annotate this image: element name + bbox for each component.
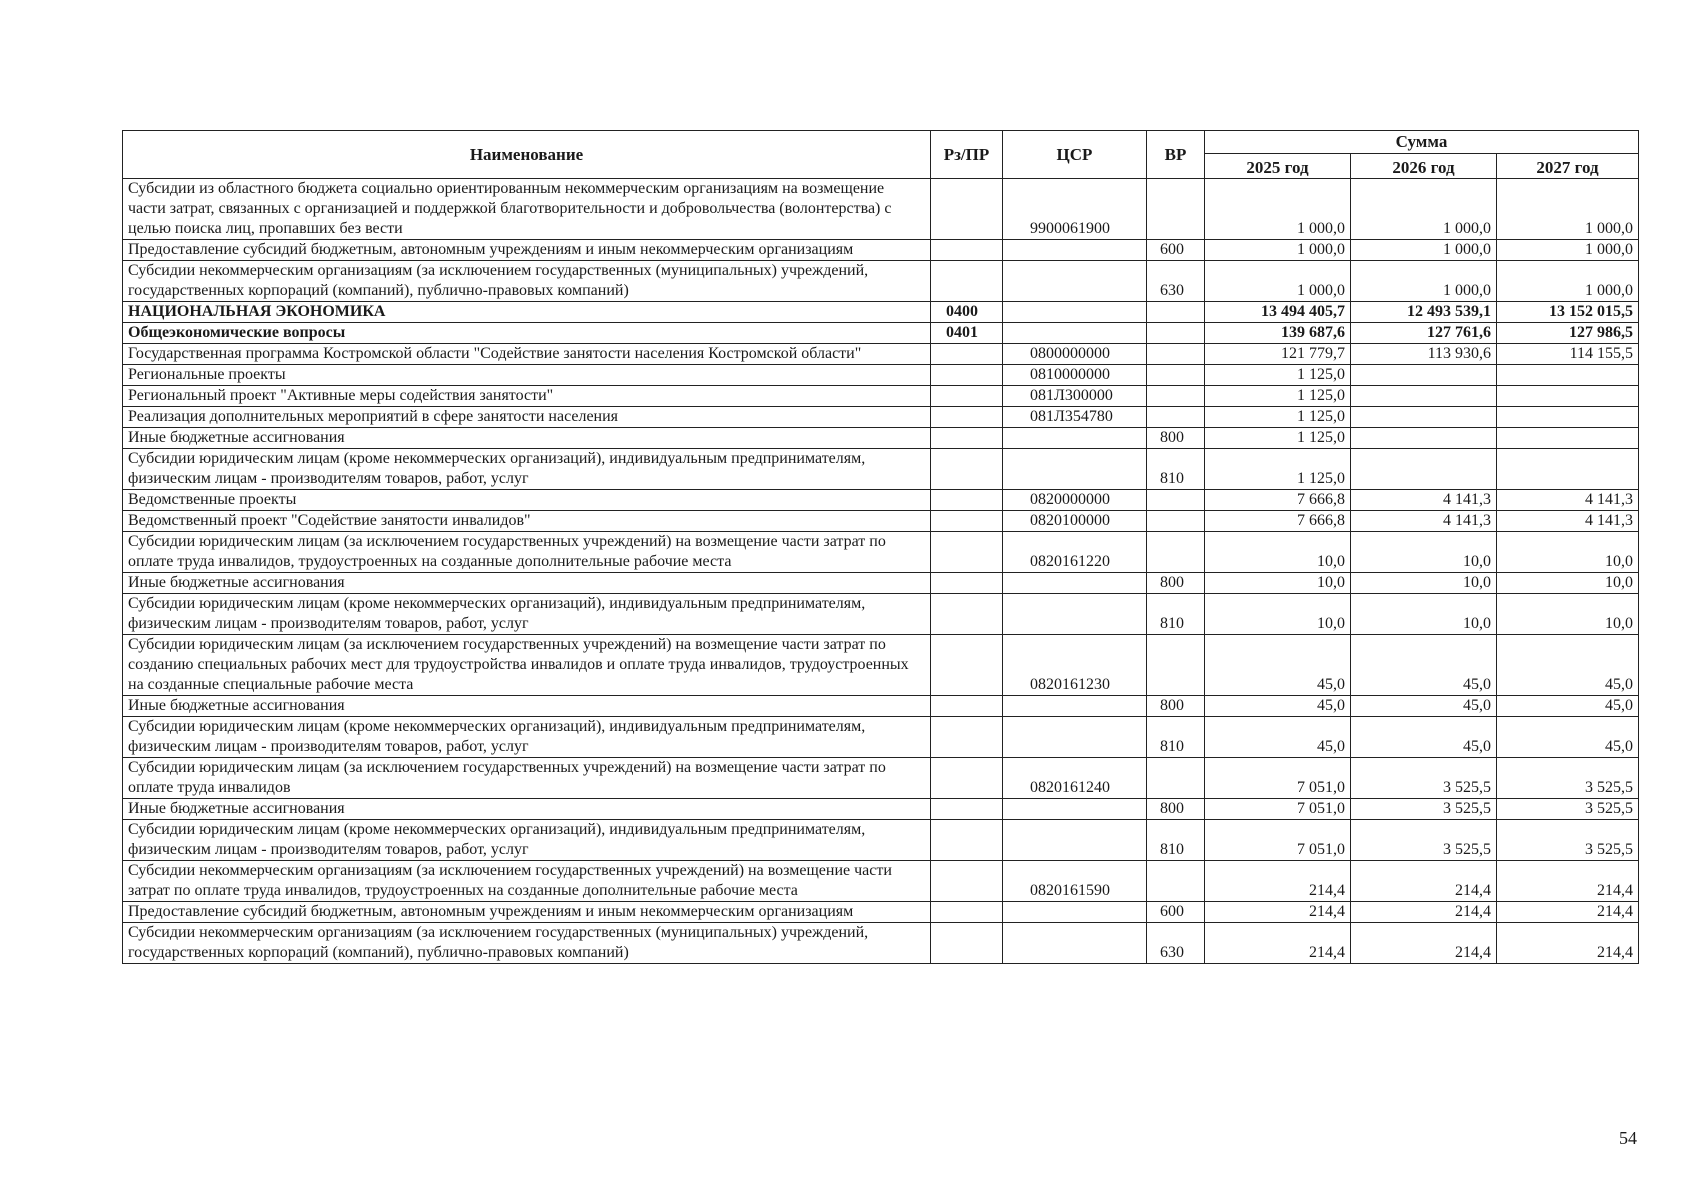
row-rzpr (931, 511, 1003, 532)
header-sum: Сумма (1205, 131, 1639, 154)
row-sum-2026: 3 525,5 (1351, 820, 1497, 861)
row-sum-2026 (1351, 365, 1497, 386)
row-name: Иные бюджетные ассигнования (123, 696, 931, 717)
row-name: Предоставление субсидий бюджетным, автономным учреждениям и иным некоммерческим организациям (123, 902, 931, 923)
row-rzpr (931, 428, 1003, 449)
row-sum-2025: 7 051,0 (1205, 799, 1351, 820)
row-sum-2026: 10,0 (1351, 532, 1497, 573)
row-vr (1147, 323, 1205, 344)
row-sum-2025: 1 000,0 (1205, 261, 1351, 302)
row-sum-2026 (1351, 386, 1497, 407)
row-name: Субсидии некоммерческим организациям (за исключением государственных (муниципальных) учреждений, государственных корпораций (компаний), публично-правовых компаний) (123, 923, 931, 964)
table-row (123, 365, 1639, 386)
row-sum-2025: 214,4 (1205, 861, 1351, 902)
row-vr: 810 (1147, 820, 1205, 861)
row-name: Субсидии юридическим лицам (кроме некоммерческих организаций), индивидуальным предпринимателям, физическим лицам - производителям товаров, работ, услуг (123, 820, 931, 861)
row-csr: 9900061900 (1003, 179, 1147, 240)
row-sum-2027: 3 525,5 (1497, 758, 1639, 799)
row-rzpr (931, 365, 1003, 386)
row-csr: 0810000000 (1003, 365, 1147, 386)
row-sum-2026: 45,0 (1351, 635, 1497, 696)
row-csr (1003, 923, 1147, 964)
header-year-2026: 2026 год (1351, 154, 1497, 179)
table-row (123, 532, 1639, 573)
row-sum-2025: 214,4 (1205, 923, 1351, 964)
row-sum-2025: 1 125,0 (1205, 365, 1351, 386)
row-sum-2025: 7 666,8 (1205, 511, 1351, 532)
row-sum-2026: 45,0 (1351, 696, 1497, 717)
row-name: Ведомственный проект "Содействие занятости инвалидов" (123, 511, 931, 532)
budget-table (122, 130, 1639, 964)
table-row (123, 923, 1639, 964)
row-sum-2027: 10,0 (1497, 594, 1639, 635)
row-rzpr (931, 179, 1003, 240)
table-row (123, 407, 1639, 428)
row-sum-2027: 1 000,0 (1497, 179, 1639, 240)
row-vr: 800 (1147, 799, 1205, 820)
row-name: Общеэкономические вопросы (123, 323, 931, 344)
row-sum-2025: 214,4 (1205, 902, 1351, 923)
row-rzpr (931, 696, 1003, 717)
row-name: НАЦИОНАЛЬНАЯ ЭКОНОМИКА (123, 302, 931, 323)
table-row (123, 449, 1639, 490)
row-vr: 600 (1147, 240, 1205, 261)
row-sum-2025: 7 051,0 (1205, 820, 1351, 861)
row-rzpr (931, 261, 1003, 302)
row-rzpr (931, 902, 1003, 923)
header-year-2027: 2027 год (1497, 154, 1639, 179)
row-name: Субсидии некоммерческим организациям (за исключением государственных учреждений) на возмещение части затрат по оплате труда инвалидов, трудоустроенных на созданные дополнительные рабочие места (123, 861, 931, 902)
row-vr: 810 (1147, 717, 1205, 758)
row-sum-2025: 10,0 (1205, 594, 1351, 635)
table-row (123, 573, 1639, 594)
row-sum-2027: 214,4 (1497, 923, 1639, 964)
row-name: Субсидии из областного бюджета социально ориентированным некоммерческим организациям на возмещение части затрат, связанных с организацией и поддержкой благотворительности и добровольчества (волонтерства) с целью поиска лиц, пропавших без вести (123, 179, 931, 240)
row-sum-2026: 10,0 (1351, 573, 1497, 594)
header-name: Наименование (123, 131, 931, 179)
row-rzpr (931, 861, 1003, 902)
row-name: Субсидии юридическим лицам (за исключением государственных учреждений) на возмещение части затрат по оплате труда инвалидов, трудоустроенных на созданные дополнительные рабочие места (123, 532, 931, 573)
row-sum-2026: 1 000,0 (1351, 179, 1497, 240)
row-sum-2026: 3 525,5 (1351, 758, 1497, 799)
row-name: Субсидии юридическим лицам (за исключением государственных учреждений) на возмещение части затрат по созданию специальных рабочих мест для трудоустройства инвалидов и оплате труда инвалидов, трудоустроенных на созданные специальные рабочие места (123, 635, 931, 696)
page-number: 54 (1619, 1128, 1637, 1148)
row-sum-2027: 214,4 (1497, 861, 1639, 902)
row-name: Субсидии юридическим лицам (за исключением государственных учреждений) на возмещение части затрат по оплате труда инвалидов (123, 758, 931, 799)
row-sum-2025: 10,0 (1205, 532, 1351, 573)
row-sum-2027: 114 155,5 (1497, 344, 1639, 365)
row-csr: 0820161590 (1003, 861, 1147, 902)
row-name: Региональные проекты (123, 365, 931, 386)
row-sum-2027: 10,0 (1497, 532, 1639, 573)
row-rzpr (931, 573, 1003, 594)
row-sum-2027: 45,0 (1497, 717, 1639, 758)
row-vr (1147, 532, 1205, 573)
row-name: Субсидии юридическим лицам (кроме некоммерческих организаций), индивидуальным предпринимателям, физическим лицам - производителям товаров, работ, услуг (123, 717, 931, 758)
row-csr: 0820161220 (1003, 532, 1147, 573)
row-rzpr (931, 717, 1003, 758)
row-vr (1147, 861, 1205, 902)
table-row (123, 490, 1639, 511)
row-vr (1147, 511, 1205, 532)
row-sum-2025: 7 666,8 (1205, 490, 1351, 511)
row-vr (1147, 635, 1205, 696)
row-csr (1003, 799, 1147, 820)
row-csr (1003, 449, 1147, 490)
table-body (123, 179, 1639, 964)
row-rzpr (931, 820, 1003, 861)
row-vr (1147, 758, 1205, 799)
row-sum-2026: 12 493 539,1 (1351, 302, 1497, 323)
row-rzpr (931, 407, 1003, 428)
row-rzpr (931, 594, 1003, 635)
row-sum-2027: 13 152 015,5 (1497, 302, 1639, 323)
row-sum-2026: 214,4 (1351, 923, 1497, 964)
row-csr (1003, 717, 1147, 758)
row-sum-2026 (1351, 428, 1497, 449)
row-vr: 630 (1147, 923, 1205, 964)
row-sum-2027 (1497, 407, 1639, 428)
row-sum-2027: 1 000,0 (1497, 240, 1639, 261)
table-row (123, 696, 1639, 717)
table-row (123, 323, 1639, 344)
row-sum-2025: 45,0 (1205, 635, 1351, 696)
row-rzpr (931, 344, 1003, 365)
row-vr: 800 (1147, 696, 1205, 717)
row-csr: 0800000000 (1003, 344, 1147, 365)
row-sum-2027 (1497, 386, 1639, 407)
row-name: Иные бюджетные ассигнования (123, 799, 931, 820)
row-sum-2026: 113 930,6 (1351, 344, 1497, 365)
row-sum-2026: 214,4 (1351, 861, 1497, 902)
table-row (123, 820, 1639, 861)
header-row (123, 131, 1639, 154)
row-vr: 600 (1147, 902, 1205, 923)
row-name: Реализация дополнительных мероприятий в сфере занятости населения (123, 407, 931, 428)
row-vr (1147, 302, 1205, 323)
row-sum-2027 (1497, 365, 1639, 386)
row-name: Субсидии юридическим лицам (кроме некоммерческих организаций), индивидуальным предпринимателям, физическим лицам - производителям товаров, работ, услуг (123, 449, 931, 490)
row-sum-2027: 45,0 (1497, 635, 1639, 696)
row-sum-2026: 10,0 (1351, 594, 1497, 635)
row-sum-2026: 4 141,3 (1351, 490, 1497, 511)
row-rzpr (931, 758, 1003, 799)
row-vr: 630 (1147, 261, 1205, 302)
header-year-2025: 2025 год (1205, 154, 1351, 179)
row-csr (1003, 902, 1147, 923)
row-sum-2027: 45,0 (1497, 696, 1639, 717)
row-sum-2025: 13 494 405,7 (1205, 302, 1351, 323)
row-name: Государственная программа Костромской области "Содействие занятости населения Костромской области" (123, 344, 931, 365)
row-csr: 0820161230 (1003, 635, 1147, 696)
row-sum-2025: 121 779,7 (1205, 344, 1351, 365)
row-rzpr (931, 635, 1003, 696)
row-sum-2026: 1 000,0 (1351, 240, 1497, 261)
row-sum-2027: 214,4 (1497, 902, 1639, 923)
row-csr (1003, 428, 1147, 449)
row-sum-2027 (1497, 449, 1639, 490)
row-rzpr (931, 240, 1003, 261)
row-sum-2026: 4 141,3 (1351, 511, 1497, 532)
row-csr (1003, 240, 1147, 261)
row-sum-2027: 3 525,5 (1497, 799, 1639, 820)
table-row (123, 261, 1639, 302)
row-sum-2027: 10,0 (1497, 573, 1639, 594)
table-row (123, 179, 1639, 240)
row-vr (1147, 179, 1205, 240)
row-csr (1003, 696, 1147, 717)
row-sum-2025: 1 125,0 (1205, 428, 1351, 449)
row-sum-2027 (1497, 428, 1639, 449)
row-rzpr: 0401 (931, 323, 1003, 344)
row-rzpr (931, 532, 1003, 573)
row-name: Региональный проект "Активные меры содействия занятости" (123, 386, 931, 407)
header-vr: ВР (1147, 131, 1205, 179)
row-name: Ведомственные проекты (123, 490, 931, 511)
header-csr: ЦСР (1003, 131, 1147, 179)
row-sum-2027: 4 141,3 (1497, 490, 1639, 511)
row-csr: 0820100000 (1003, 511, 1147, 532)
table-row (123, 344, 1639, 365)
row-csr (1003, 302, 1147, 323)
table-row (123, 861, 1639, 902)
table-row (123, 511, 1639, 532)
row-csr (1003, 820, 1147, 861)
table-row (123, 428, 1639, 449)
row-sum-2026: 214,4 (1351, 902, 1497, 923)
row-name: Субсидии юридическим лицам (кроме некоммерческих организаций), индивидуальным предпринимателям, физическим лицам - производителям товаров, работ, услуг (123, 594, 931, 635)
row-sum-2026: 3 525,5 (1351, 799, 1497, 820)
row-rzpr (931, 799, 1003, 820)
row-sum-2026: 45,0 (1351, 717, 1497, 758)
row-vr: 810 (1147, 594, 1205, 635)
row-vr: 800 (1147, 573, 1205, 594)
row-csr: 0820161240 (1003, 758, 1147, 799)
table-row (123, 635, 1639, 696)
row-sum-2026 (1351, 407, 1497, 428)
row-csr (1003, 594, 1147, 635)
row-vr: 800 (1147, 428, 1205, 449)
row-vr (1147, 344, 1205, 365)
row-name: Иные бюджетные ассигнования (123, 573, 931, 594)
table-row (123, 902, 1639, 923)
row-sum-2025: 45,0 (1205, 717, 1351, 758)
row-vr (1147, 490, 1205, 511)
row-sum-2025: 1 125,0 (1205, 407, 1351, 428)
row-csr: 0820000000 (1003, 490, 1147, 511)
row-sum-2025: 1 000,0 (1205, 179, 1351, 240)
table-row (123, 717, 1639, 758)
row-rzpr: 0400 (931, 302, 1003, 323)
row-csr (1003, 261, 1147, 302)
row-vr (1147, 407, 1205, 428)
row-vr (1147, 365, 1205, 386)
row-rzpr (931, 449, 1003, 490)
header-rzpr: Рз/ПР (931, 131, 1003, 179)
row-sum-2025: 1 125,0 (1205, 386, 1351, 407)
row-sum-2025: 139 687,6 (1205, 323, 1351, 344)
table-row (123, 240, 1639, 261)
row-rzpr (931, 923, 1003, 964)
row-name: Иные бюджетные ассигнования (123, 428, 931, 449)
row-sum-2027: 4 141,3 (1497, 511, 1639, 532)
row-sum-2027: 1 000,0 (1497, 261, 1639, 302)
row-name: Субсидии некоммерческим организациям (за исключением государственных (муниципальных) учреждений, государственных корпораций (компаний), публично-правовых компаний) (123, 261, 931, 302)
row-vr (1147, 386, 1205, 407)
row-sum-2025: 1 125,0 (1205, 449, 1351, 490)
row-csr: 081Л300000 (1003, 386, 1147, 407)
row-rzpr (931, 490, 1003, 511)
table-row (123, 386, 1639, 407)
row-csr (1003, 573, 1147, 594)
table-row (123, 302, 1639, 323)
row-rzpr (931, 386, 1003, 407)
row-sum-2025: 45,0 (1205, 696, 1351, 717)
row-sum-2026: 1 000,0 (1351, 261, 1497, 302)
row-sum-2025: 10,0 (1205, 573, 1351, 594)
row-vr: 810 (1147, 449, 1205, 490)
table-row (123, 758, 1639, 799)
table-row (123, 594, 1639, 635)
row-sum-2025: 1 000,0 (1205, 240, 1351, 261)
row-sum-2026 (1351, 449, 1497, 490)
row-sum-2027: 127 986,5 (1497, 323, 1639, 344)
row-sum-2026: 127 761,6 (1351, 323, 1497, 344)
row-sum-2025: 7 051,0 (1205, 758, 1351, 799)
row-name: Предоставление субсидий бюджетным, автономным учреждениям и иным некоммерческим организациям (123, 240, 931, 261)
row-csr (1003, 323, 1147, 344)
row-sum-2027: 3 525,5 (1497, 820, 1639, 861)
table-row (123, 799, 1639, 820)
row-csr: 081Л354780 (1003, 407, 1147, 428)
